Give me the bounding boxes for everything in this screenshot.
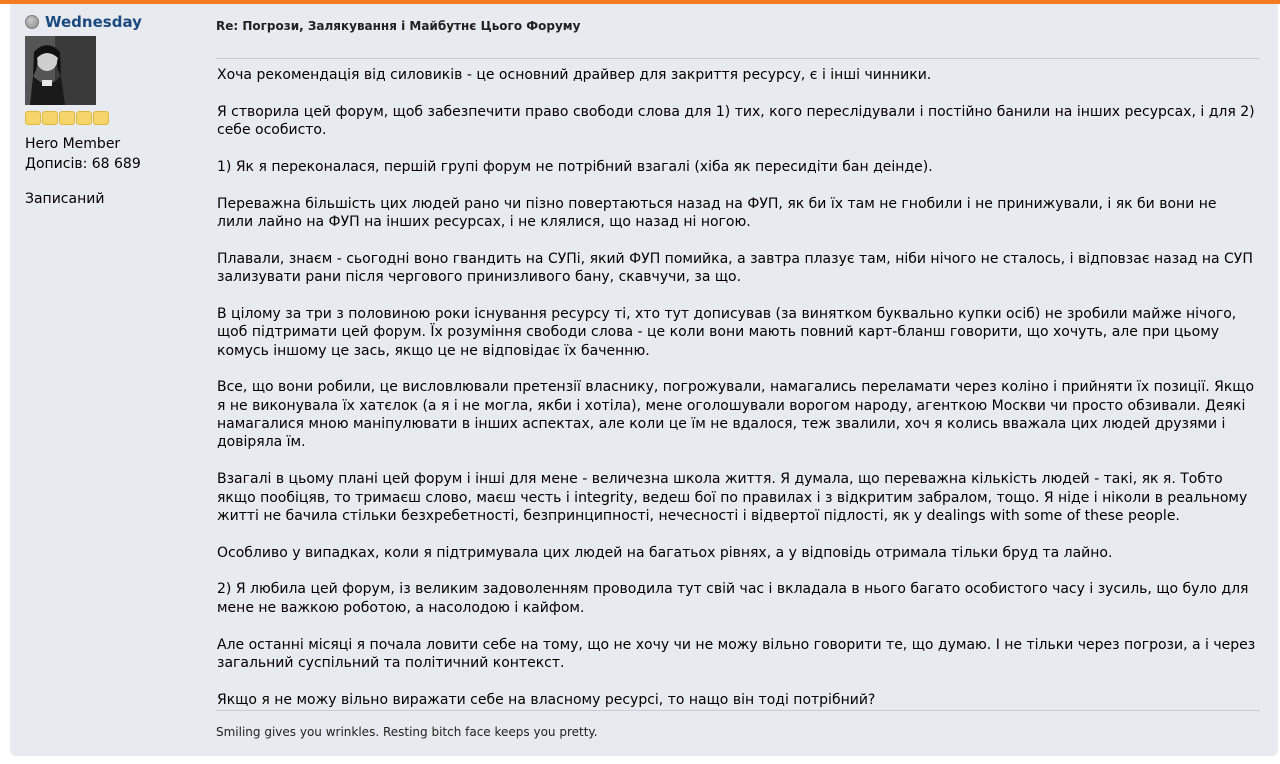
offline-status-icon xyxy=(25,15,39,29)
post-paragraph: Все, що вони робили, це висловлювали претензії власнику, погрожували, намагались переламати через коліно і прийняти їх позиції. Якщо я не виконувала їх хатєлок (а я і не могла, якби і хотіла), мене оголошували ворогом народу, агенткою Москви чи просто обзивали. Деякі намагалися мною маніпулювати в інших аспектах, але коли це їм не вдалося, теж звалили, хоч я колись вважала цих людей друзями і довіряла їм. xyxy=(217,379,1255,451)
post-paragraph: Я створила цей форум, щоб забезпечити право свободи слова для 1) тих, кого переслідували і постійно банили на інших ресурсах, і для 2) себе особисто. xyxy=(217,103,1255,139)
avatar[interactable] xyxy=(25,36,96,105)
poster-info xyxy=(25,13,200,207)
avatar-image xyxy=(25,36,96,105)
poster-name-row xyxy=(25,13,200,31)
signature-divider xyxy=(216,710,1260,711)
post-header xyxy=(216,15,1260,34)
post-paragraph: Плавали, знаєм - сьогодні воно гвандить на СУПі, який ФУП помийка, а завтра плазує там, ніби нічого не сталось, і відповзає назад на СУП зализувати рани після чергового принизливого бану, скавчучи, за що. xyxy=(217,250,1253,286)
star-icon xyxy=(59,111,75,125)
post-subject-link[interactable]: Re: Погрози, Залякування і Майбутнє Цього Форуму xyxy=(216,19,581,33)
header-divider xyxy=(216,58,1260,59)
rank-stars xyxy=(25,111,200,126)
post-paragraph: 2) Я любила цей форум, із великим задоволенням проводила тут свій час і вкладала в нього багато особистого часу і зусиль, що було для мене не важкою роботою, а насолодою і кайфом. xyxy=(217,581,1249,616)
member-rank: Hero Member xyxy=(25,136,121,152)
star-icon xyxy=(42,111,58,125)
post-paragraph: Особливо у випадках, коли я підтримувала цих людей на багатьох рівнях, а у відповідь отримала тільки бруд та лайно. xyxy=(217,544,1113,561)
star-icon xyxy=(93,111,109,125)
post-paragraph: В цілому за три з половиною роки існування ресурсу ті, хто тут дописував (за винятком буквально купки осіб) не зробили майже нічого, щоб підтримати цей форум. Їх розуміння свободи слова - це коли вони мають повний карт-бланш говорити, що хочуть, але при цьому комусь іншому це зась, якщо це не відповідає їх баченню. xyxy=(217,305,1237,359)
post-paragraph: Якщо я не можу вільно виражати себе на власному ресурсі, то нащо він тоді потрібний? xyxy=(217,691,876,708)
star-icon xyxy=(76,111,92,125)
post-count: Дописів: 68 689 xyxy=(25,156,141,172)
post-paragraph: 1) Як я переконалася, першій групі форум не потрібний взагалі (хіба як пересидіти бан деінде). xyxy=(217,158,933,175)
forum-post xyxy=(10,4,1278,756)
post-paragraph: Хоча рекомендація від силовиків - це основний драйвер для закриття ресурсу, є і інші чинники. xyxy=(217,67,932,83)
star-icon xyxy=(25,111,41,125)
signature: Smiling gives you wrinkles. Resting bitch face keeps you pretty. xyxy=(216,725,598,739)
post-body xyxy=(217,66,1257,727)
username-link[interactable]: Wednesday xyxy=(45,13,142,31)
recorded-label: Записаний xyxy=(25,191,105,207)
post-paragraph: Переважна більшість цих людей рано чи пізно повертаються назад на ФУП, як би їх там не гнобили і не принижували, і як би вони не лили лайно на ФУП на інших ресурсах, і не клялися, що назад ні ногою. xyxy=(217,195,1217,230)
post-paragraph: Взагалі в цьому плані цей форум і інші для мене - величезна школа життя. Я думала, що переважна кількість людей - такі, як я. Тобто якщо пообіцяв, то тримаєш слово, маєш честь і integrity, ведеш бої по правилах і з відкритим забралом, тощо. Я ніде і ніколи в реальному житті не бачила стільки безхребетності, безпринципності, нечесності і відвертої підлості, як у dealings with some of these people. xyxy=(217,471,1248,524)
post-paragraph: Але останні місяці я почала ловити себе на тому, що не хочу чи не можу вільно говорити те, що думаю. І не тільки через погрози, а і через загальний суспільний та політичний контекст. xyxy=(217,636,1256,671)
